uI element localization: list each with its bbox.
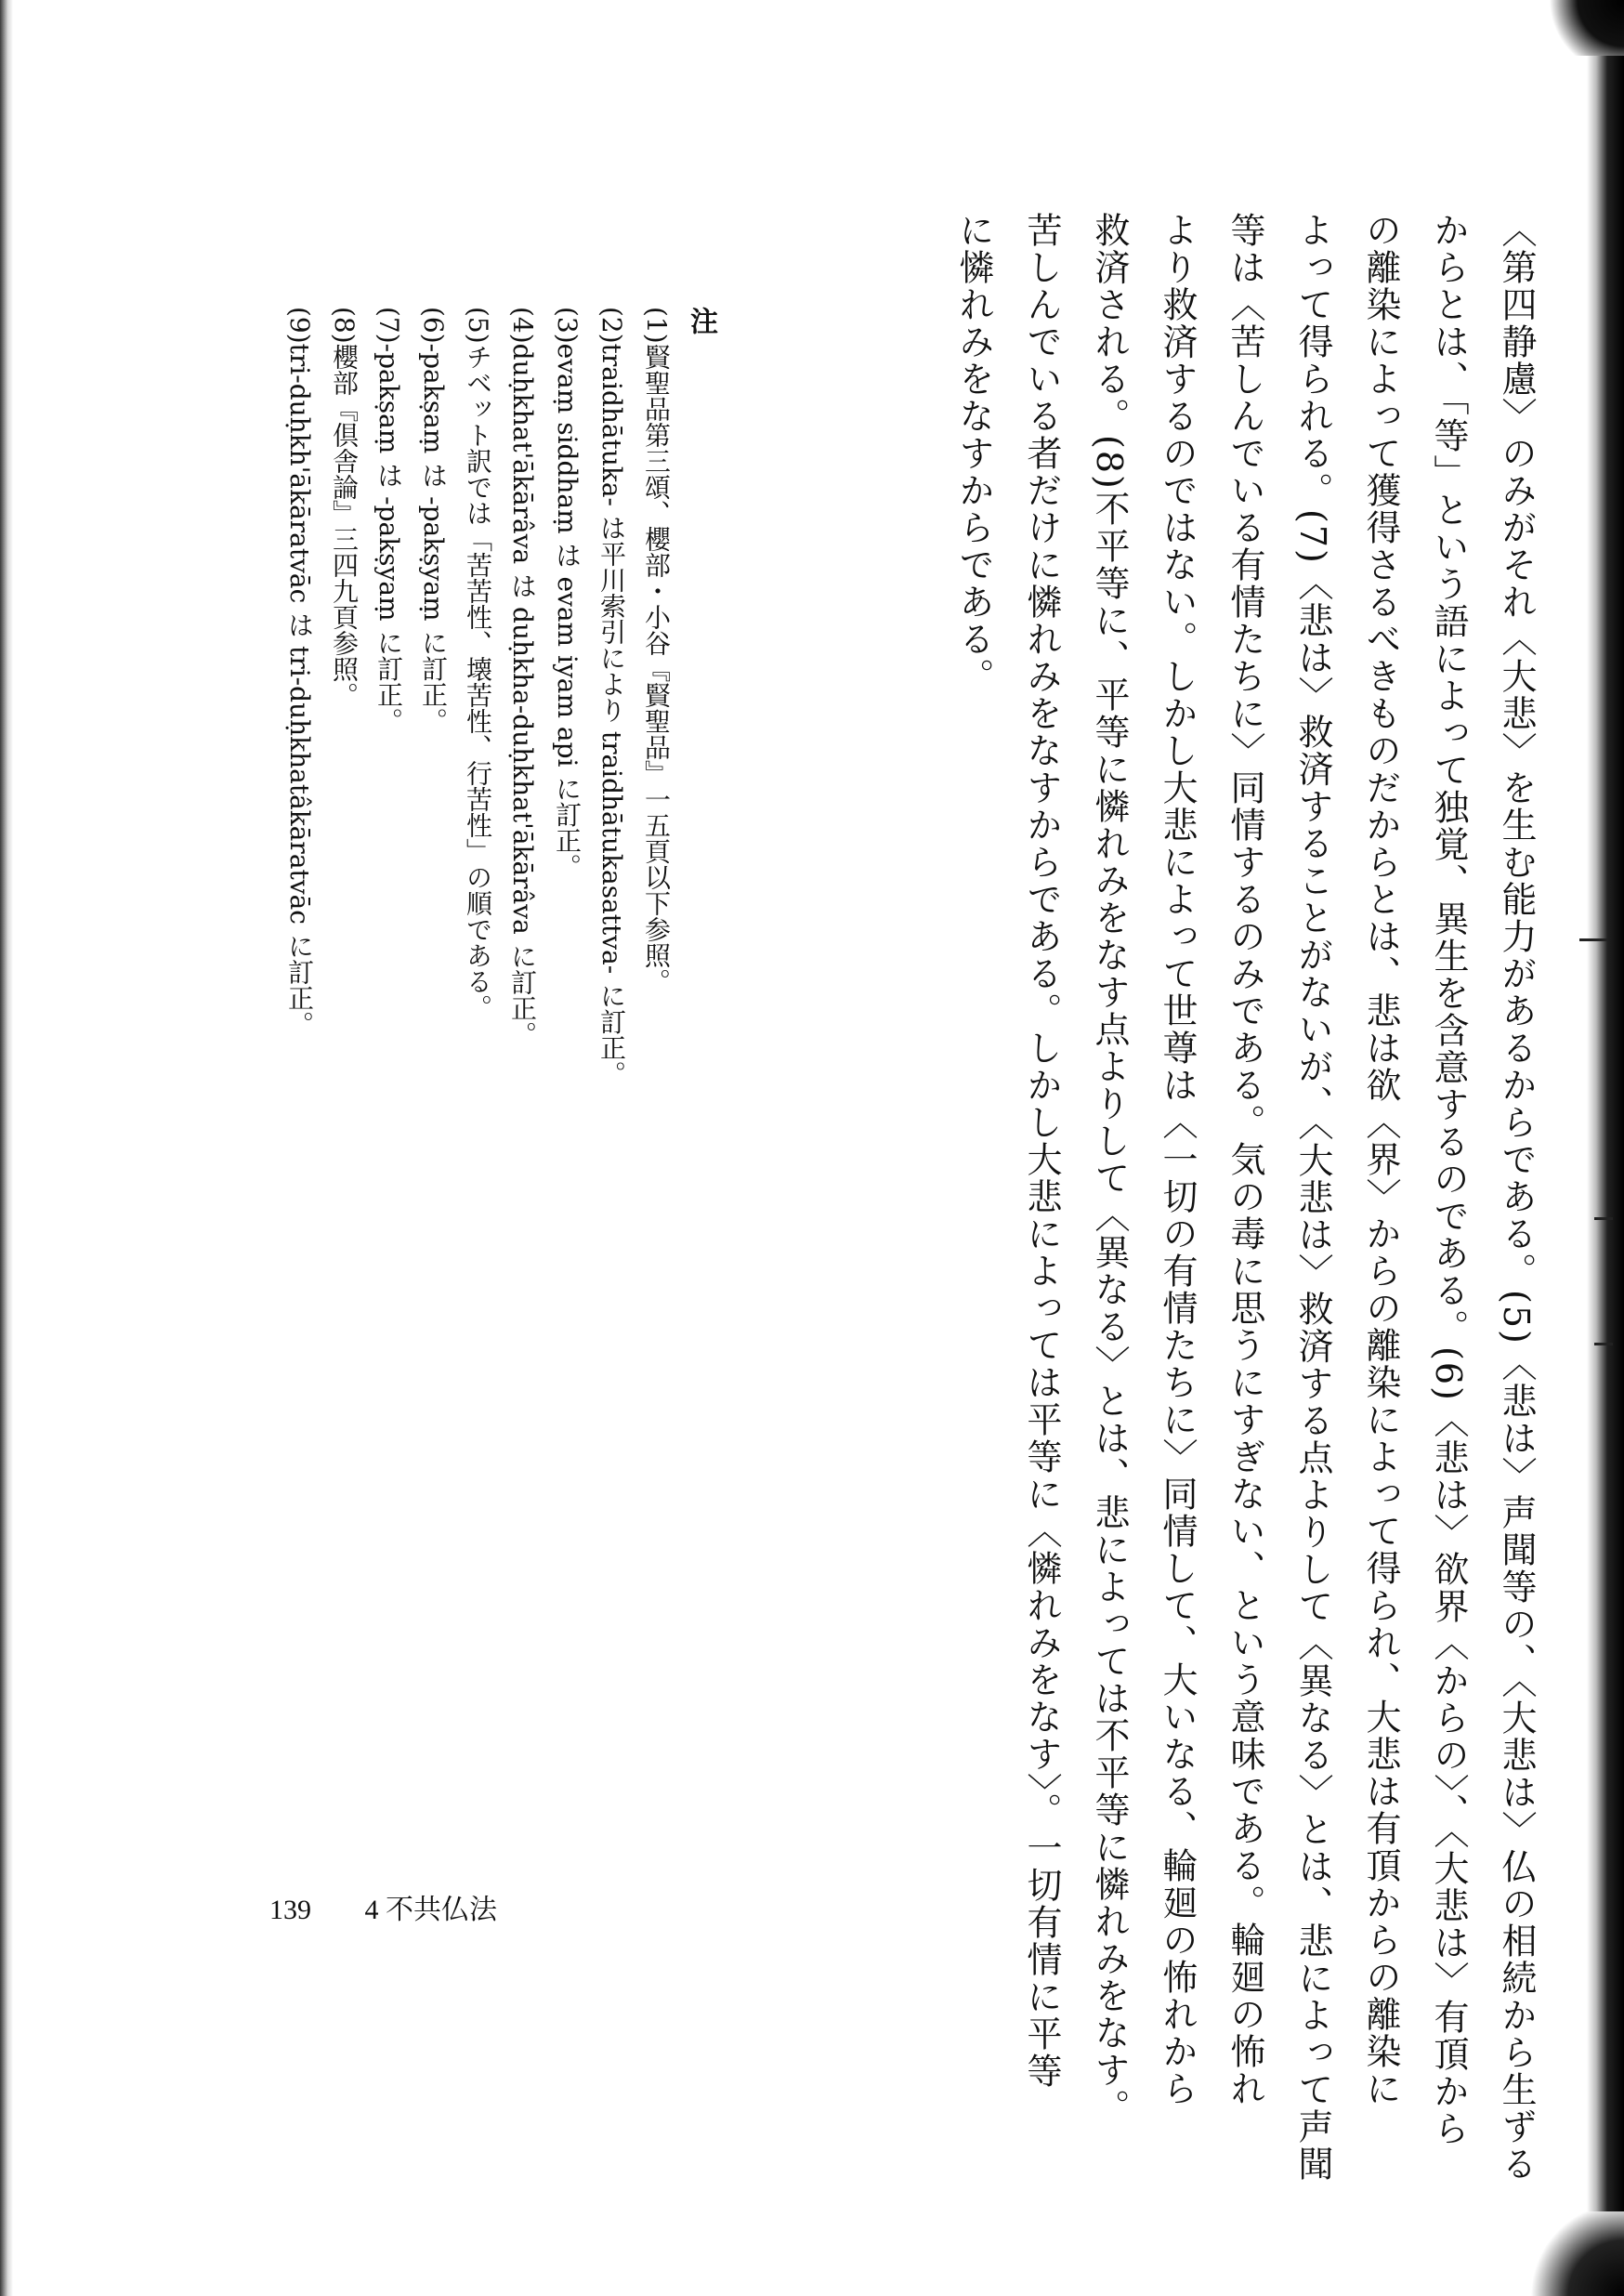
note-number: (6) — [418, 307, 449, 344]
notes-section — [203, 307, 723, 1700]
margin-tick — [1594, 1343, 1613, 1345]
note-item — [500, 307, 544, 1700]
note-item — [455, 307, 500, 1700]
note-number: (9) — [284, 307, 315, 344]
running-head: 4 不共仏法 — [364, 1895, 497, 1925]
page-number: 139 — [269, 1895, 311, 1925]
note-item — [366, 307, 411, 1700]
note-number: (3) — [552, 307, 583, 344]
body-column: よって得られる。(7)〈悲は〉救済することがないが、〈大悲は〉救済する点よりして〈異なる〉とは、悲によって声聞 — [1292, 212, 1333, 2183]
note-text: tri-duḥkh'ākāratvāc は tri-duḥkhatâkāratvāc に訂正。 — [284, 343, 315, 1037]
margin-tick — [1579, 938, 1607, 941]
note-text: traidhātuka- は平川索引により traidhātukasattva- に訂正。 — [596, 343, 627, 1087]
note-number: (8) — [329, 307, 360, 344]
note-text: 賢聖品第三頌、櫻部・小谷『賢聖品』一五頁以下参照。 — [641, 343, 672, 994]
note-item — [544, 307, 589, 1700]
note-number: (5) — [463, 307, 493, 344]
body-column: 〈第四静慮〉のみがそれ〈大悲〉を生む能力があるからである。(5)〈悲は〉声聞等の、〈大悲は〉仏の相続から生ずる — [1496, 212, 1537, 2183]
scan-shadow-top-right — [1524, 0, 1624, 56]
note-text: -pakṣaṃ は -pakṣyaṃ に訂正。 — [418, 343, 449, 734]
note-item — [589, 307, 634, 1700]
scan-shadow-bottom-right — [1486, 2211, 1624, 2296]
body-column: の離染によって獲得さるべきものだからとは、悲は欲〈界〉からの離染によって得られ、大悲は有頂からの離染に — [1360, 212, 1401, 2107]
body-column: より救済するのではない。しかし大悲によって世尊は〈一切の有情たちに〉同情して、大いなる、輪廻の怖れから — [1157, 212, 1198, 2107]
note-number: (2) — [596, 307, 627, 344]
note-text: チベット訳では「苦苦性、壊苦性、行苦性」の順である。 — [463, 343, 493, 1020]
note-item — [277, 307, 321, 1700]
note-item — [321, 307, 366, 1700]
margin-tick — [1594, 1217, 1613, 1220]
note-text: evaṃ siddhaṃ は evam iyam api に訂正。 — [552, 343, 583, 880]
note-number: (7) — [373, 307, 404, 344]
note-text: 櫻部『倶舎論』三四九頁参照。 — [329, 343, 360, 708]
note-number: (4) — [507, 307, 538, 344]
body-column: 苦しんでいる者だけに憐れみをなすからである。しかし大悲によっては平等に〈憐れみをなす〉。一切有情に平等 — [1021, 212, 1062, 2090]
page-footer — [269, 1886, 497, 1927]
note-text: -pakṣaṃ は -pakṣyaṃ に訂正。 — [373, 343, 404, 734]
note-item — [634, 307, 678, 1700]
body-column: 救済される。(8)不平等に、平等に憐れみをなす点よりして〈異なる〉とは、悲によっては不平等に憐れみをなす。 — [1089, 212, 1130, 2126]
scan-shadow-right — [1587, 0, 1624, 2296]
body-column: 等は〈苦しんでいる有情たちに〉同情するのみである。気の毒に思うにすぎない、という意味である。輪廻の怖れ — [1225, 212, 1265, 2107]
body-column: からとは、「等」という語によって独覚、異生を含意するのである。(6)〈悲は〉欲界〈からの〉、〈大悲は〉有頂から — [1428, 212, 1469, 2147]
note-number: (1) — [641, 307, 672, 344]
notes-heading: 注 — [685, 307, 717, 335]
body-column: に憐れみをなすからである。 — [953, 212, 994, 695]
note-item — [411, 307, 455, 1700]
note-text: duḥkhat'ākārâva は duḥkha-duḥkhat'ākārâva に訂正。 — [507, 343, 538, 1047]
scan-shadow-left — [0, 0, 13, 2296]
